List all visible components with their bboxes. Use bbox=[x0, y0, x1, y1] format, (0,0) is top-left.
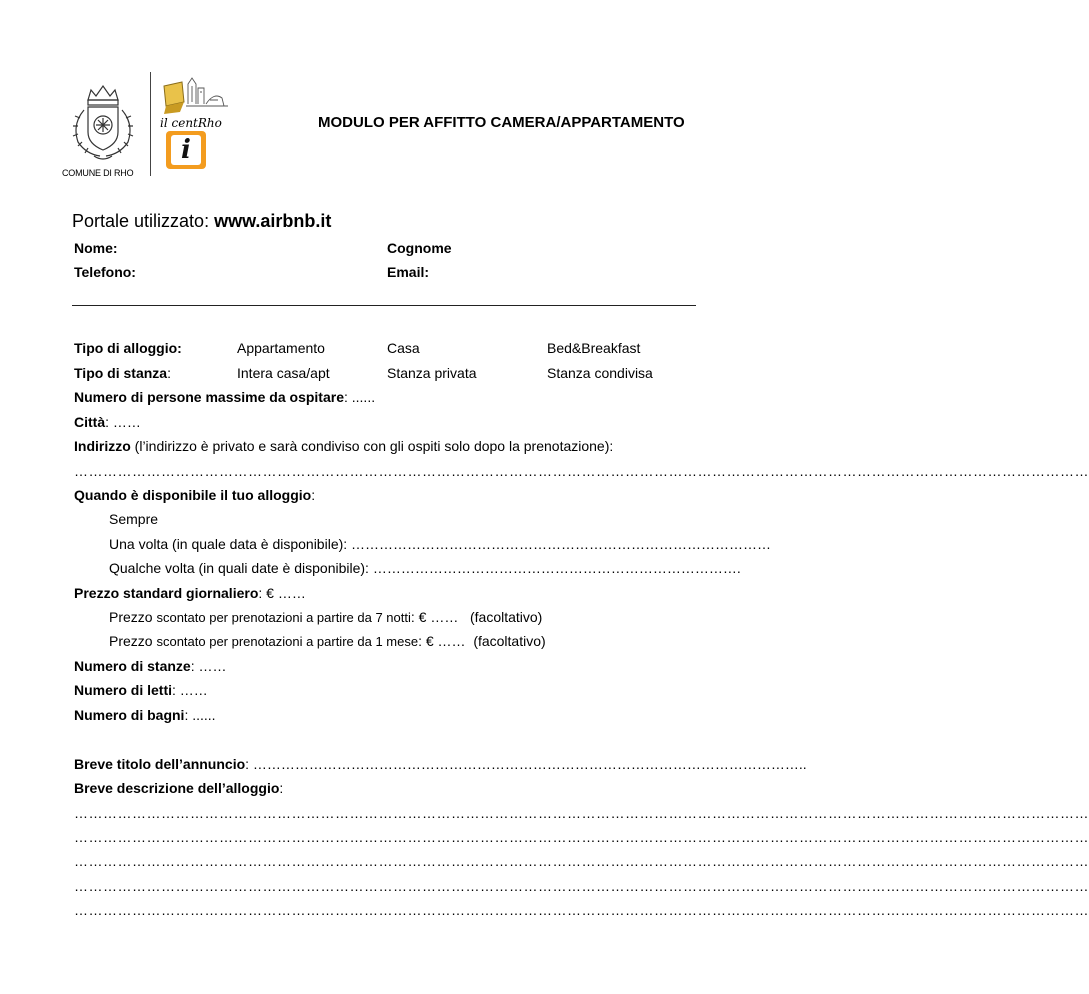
disponibilita-label: Quando è disponibile il tuo alloggio bbox=[74, 487, 312, 503]
coat-of-arms-icon bbox=[60, 80, 146, 166]
bagni-field: : ...... bbox=[184, 707, 216, 723]
titolo-line bbox=[74, 756, 807, 772]
stanze-field: : …… bbox=[190, 658, 227, 674]
prezzo-7-prefix: Prezzo bbox=[109, 609, 157, 625]
descrizione-dotted-line: ………………………………………………………………………………………………………………………………………………………………………………………… bbox=[74, 829, 1089, 845]
portal-url: www.airbnb.it bbox=[214, 211, 332, 231]
indirizzo-line bbox=[74, 438, 613, 454]
letti-field: : …… bbox=[172, 682, 208, 698]
option-sempre: Sempre bbox=[109, 511, 159, 527]
option-stanza-condivisa: Stanza condivisa bbox=[547, 365, 653, 381]
citta-line bbox=[74, 414, 141, 430]
descrizione-dotted-line: ………………………………………………………………………………………………………………………………………………………………………………………… bbox=[74, 805, 1089, 821]
option-intera-casa: Intera casa/apt bbox=[237, 365, 330, 381]
prezzo-mese-field: : € …… (facoltativo) bbox=[418, 633, 546, 649]
stanze-line bbox=[74, 658, 226, 674]
prezzo-field: : € …… bbox=[258, 585, 306, 601]
bagni-label: Numero di bagni bbox=[74, 707, 185, 723]
descrizione-colon: : bbox=[279, 780, 284, 796]
prezzo-label: Prezzo standard giornaliero bbox=[74, 585, 259, 601]
cognome-label: Cognome bbox=[387, 240, 452, 256]
titolo-field: : ……………………………………………………………………………………………………….. bbox=[245, 756, 807, 772]
prezzo-7-notti-line bbox=[109, 609, 542, 625]
prezzo-mese-text: scontato per prenotazioni a partire da 1 mese bbox=[156, 634, 419, 649]
descrizione-dotted-line: ………………………………………………………………………………………………………………………………………………………………………………………… bbox=[74, 902, 1089, 918]
portal-label: Portale utilizzato: bbox=[72, 211, 215, 231]
descrizione-label: Breve descrizione dell’alloggio bbox=[74, 780, 280, 796]
letti-line bbox=[74, 682, 208, 698]
tipo-stanza-label: Tipo di stanza bbox=[74, 365, 168, 381]
email-label: Email: bbox=[387, 264, 430, 280]
tipo-stanza-line bbox=[74, 365, 171, 381]
citta-label: Città bbox=[74, 414, 106, 430]
descrizione-line bbox=[74, 780, 283, 796]
persone-line bbox=[74, 389, 375, 405]
prezzo-1-mese-line bbox=[109, 633, 546, 649]
page-title: MODULO PER AFFITTO CAMERA/APPARTAMENTO bbox=[318, 114, 685, 131]
titolo-label: Breve titolo dell’annuncio bbox=[74, 756, 246, 772]
tipo-alloggio-label: Tipo di alloggio: bbox=[74, 340, 182, 356]
logo-divider bbox=[150, 72, 151, 176]
persone-label: Numero di persone massime da ospitare bbox=[74, 389, 344, 405]
option-stanza-privata: Stanza privata bbox=[387, 365, 477, 381]
nome-label: Nome: bbox=[74, 240, 118, 256]
centrho-logo-text: il centRho bbox=[160, 116, 222, 130]
prezzo-7-text: scontato per prenotazioni a partire da 7 notti bbox=[156, 610, 411, 625]
indirizzo-note: (l’indirizzo è privato e sarà condiviso con gli ospiti solo dopo la prenotazione): bbox=[130, 438, 614, 454]
municipality-label: COMUNE DI RHO bbox=[62, 168, 134, 178]
info-point-logo bbox=[166, 131, 206, 169]
telefono-label: Telefono: bbox=[74, 264, 136, 280]
indirizzo-dotted-field: ………………………………………………………………………………………………………………………………………………………………………………………… bbox=[74, 463, 1089, 479]
indirizzo-label: Indirizzo bbox=[74, 438, 131, 454]
option-casa: Casa bbox=[387, 340, 420, 356]
stanze-label: Numero di stanze bbox=[74, 658, 191, 674]
option-bed-and-breakfast: Bed&Breakfast bbox=[547, 340, 641, 356]
portal-line bbox=[72, 210, 331, 232]
il-centrho-logo bbox=[158, 72, 230, 132]
disponibilita-colon: : bbox=[311, 487, 316, 503]
info-i-icon: i bbox=[181, 135, 191, 165]
descrizione-dotted-line: ………………………………………………………………………………………………………………………………………………………………………………………… bbox=[74, 853, 1089, 869]
letti-label: Numero di letti bbox=[74, 682, 173, 698]
persone-field: : ...... bbox=[343, 389, 376, 405]
prezzo-line bbox=[74, 585, 306, 601]
descrizione-dotted-line: ………………………………………………………………………………………………………………………………………………………………………………………… bbox=[74, 878, 1089, 894]
option-qualche-volta: Qualche volta (in quali date è disponibile): ……………………………………………………………………. bbox=[109, 560, 741, 576]
section-divider bbox=[72, 305, 696, 306]
prezzo-mese-prefix: Prezzo bbox=[109, 633, 157, 649]
comune-di-rho-logo bbox=[60, 80, 146, 176]
option-una-volta: Una volta (in quale data è disponibile): ……………………………………………………………………………… bbox=[109, 536, 772, 552]
prezzo-7-field: : € …… (facoltativo) bbox=[410, 609, 543, 625]
citta-field: : …… bbox=[105, 414, 141, 430]
bagni-line bbox=[74, 707, 216, 723]
tipo-stanza-colon: : bbox=[167, 365, 171, 381]
option-appartamento: Appartamento bbox=[237, 340, 325, 356]
town-sketch-icon bbox=[158, 72, 230, 114]
disponibilita-line bbox=[74, 487, 315, 503]
